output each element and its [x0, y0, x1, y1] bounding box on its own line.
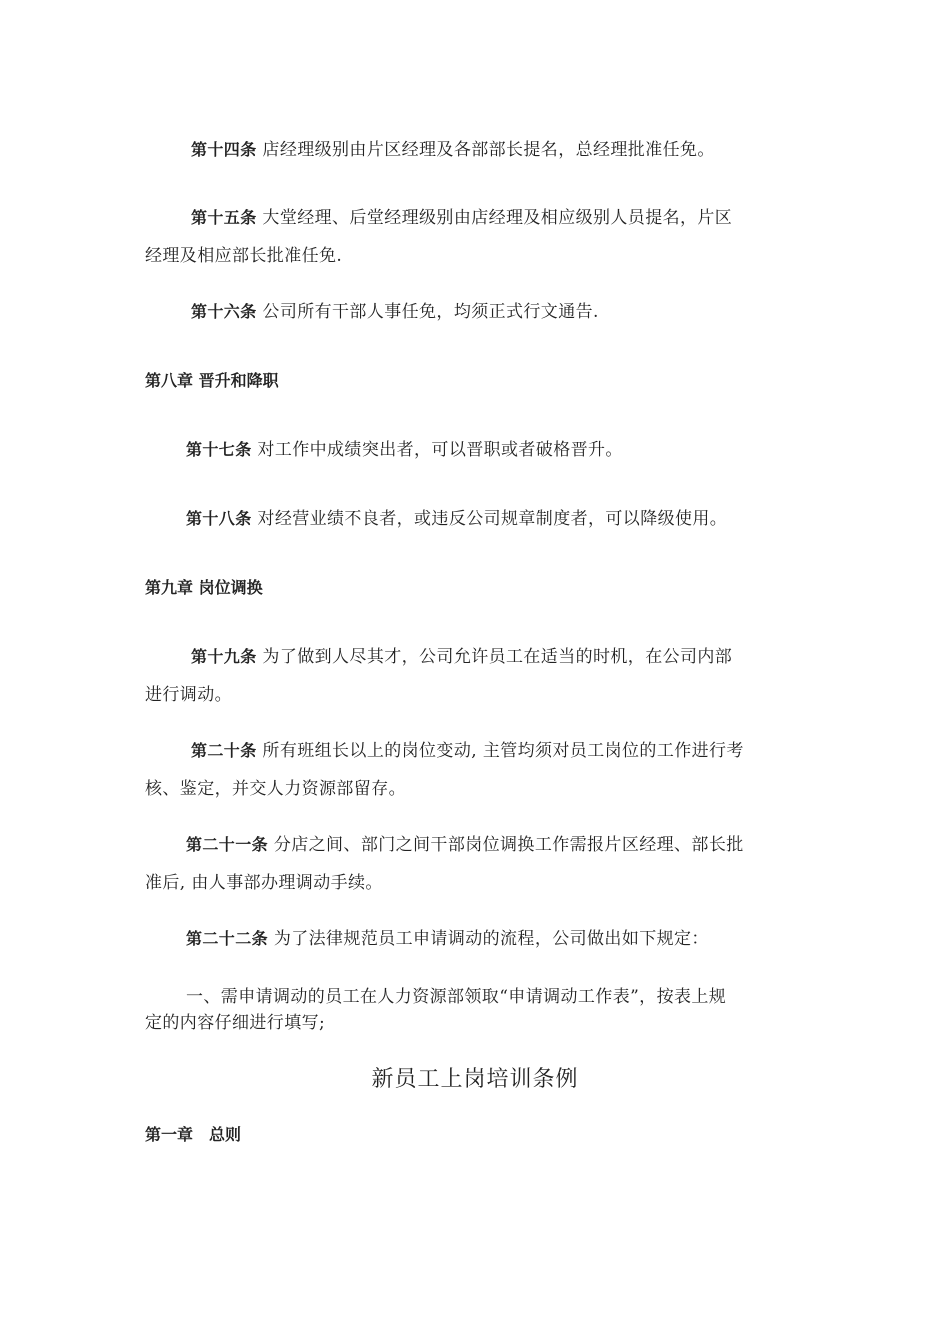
article-label: 第十七条 — [186, 440, 252, 459]
article-17 — [186, 439, 623, 461]
article-text: 分店之间、部门之间干部岗位调换工作需报片区经理、部长批 — [268, 835, 744, 855]
article-text: 大堂经理、后堂经理级别由店经理及相应级别人员提名，片区 — [256, 208, 733, 228]
clause-1-continued: 定的内容仔细进行填写; — [145, 1013, 326, 1033]
article-label: 第二十二条 — [186, 929, 269, 948]
chapter-8-heading: 第八章 晋升和降职 — [145, 371, 279, 390]
article-label: 第十九条 — [191, 647, 257, 666]
article-label: 第十八条 — [186, 509, 252, 528]
article-15 — [191, 207, 732, 229]
chapter-1-heading: 第一章 总则 — [145, 1125, 242, 1144]
clause-1: 一、需申请调动的员工在人力资源部领取“申请调动工作表”，按表上规 — [186, 987, 727, 1007]
article-19-continued: 进行调动。 — [145, 685, 232, 705]
chapter-9-heading: 第九章 岗位调换 — [145, 578, 263, 597]
article-22 — [186, 928, 709, 950]
article-text: 公司所有干部人事任免，均须正式行文通告. — [256, 302, 599, 322]
article-text: 所有班组长以上的岗位变动, 主管均须对员工岗位的工作进行考 — [256, 741, 744, 761]
article-text: 对经营业绩不良者，或违反公司规章制度者，可以降级使用。 — [251, 509, 728, 529]
article-text: 店经理级别由片区经理及各部部长提名，总经理批准任免。 — [256, 140, 715, 160]
article-text: 为了法律规范员工申请调动的流程，公司做出如下规定： — [268, 929, 709, 949]
article-label: 第二十条 — [191, 741, 257, 760]
article-18 — [186, 508, 727, 530]
article-text: 对工作中成绩突出者，可以晋职或者破格晋升。 — [251, 440, 623, 460]
article-19 — [191, 646, 732, 668]
article-21 — [186, 834, 744, 856]
article-16 — [191, 301, 599, 323]
article-20 — [191, 740, 744, 762]
document-title: 新员工上岗培训条例 — [371, 1067, 579, 1092]
article-21-continued: 准后, 由人事部办理调动手续。 — [145, 873, 383, 893]
article-15-continued: 经理及相应部长批准任免. — [145, 246, 343, 266]
article-20-continued: 核、鉴定，并交人力资源部留存。 — [145, 779, 406, 799]
article-label: 第十四条 — [191, 140, 257, 159]
article-14 — [191, 139, 715, 161]
article-text: 为了做到人尽其才，公司允许员工在适当的时机，在公司内部 — [256, 647, 733, 667]
article-label: 第二十一条 — [186, 835, 269, 854]
article-label: 第十六条 — [191, 302, 257, 321]
article-label: 第十五条 — [191, 208, 257, 227]
